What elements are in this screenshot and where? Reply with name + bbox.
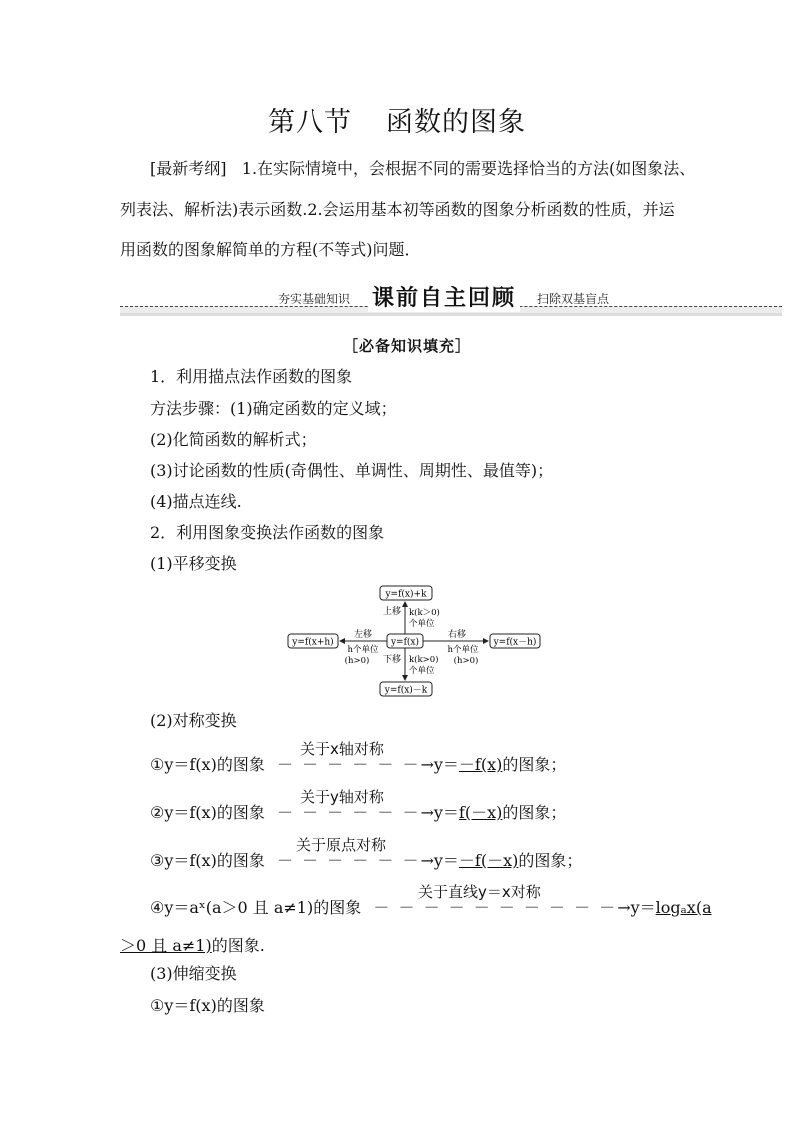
down-cond: k(k>0) [409, 655, 439, 665]
sym-2-dashed-arrow: － － － － － － [269, 803, 421, 822]
sym-2-answer: f(－x) [458, 803, 503, 822]
banner-right-text: 扫除双基盲点 [537, 292, 610, 306]
up-cond: k(k＞0) [409, 608, 440, 618]
sym-4-over: 关于直线y＝x对称 [418, 883, 541, 901]
sym-1-answer: －f(x) [458, 755, 503, 774]
left-unit: h个单位 [347, 645, 379, 655]
left-cond: (h>0) [344, 656, 370, 666]
translation-diagram [285, 582, 543, 700]
banner-left-text: 夯实基础知识 [278, 292, 351, 306]
sym-3-dashed-arrow: － － － － － － [269, 851, 421, 870]
banner-shadow [120, 313, 782, 316]
right-unit: h个单位 [447, 645, 479, 655]
scale-item-1: ①y＝f(x)的图象 [150, 996, 265, 1015]
step-3: (3)讨论函数的性质(奇偶性、单调性、周期性、最值等)； [150, 461, 554, 480]
sym-4-dashed-arrow: － － － － － － － － － － [366, 898, 618, 917]
box-center-label: y=f(x) [390, 637, 420, 648]
sym-row-4-cont: ＞0 且 a≠1)的图象. [120, 936, 265, 955]
right-label: 右移 [447, 630, 467, 640]
section-title: ［必备知识填充］ [343, 337, 472, 355]
box-right-label: y=f(x－h) [493, 637, 537, 648]
heading-1: 1．利用描点法作函数的图象 [150, 367, 353, 386]
right-cond: (h>0) [453, 656, 479, 666]
symmetry-title: (2)对称变换 [150, 711, 237, 730]
step-1: 方法步骤：(1)确定函数的定义域； [150, 399, 397, 418]
page-title [0, 100, 794, 139]
outline-line-3: 用函数的图象解简单的方程(不等式)问题． [120, 240, 421, 259]
sym-row-2: ②y＝f(x)的图象 － － － － － －→y＝f(－x)的图象； [150, 803, 567, 822]
outline-line-1: [最新考纲] 1.在实际情境中，会根据不同的需要选择恰当的方法(如图象法、 [150, 159, 696, 178]
step-2: (2)化简函数的解析式； [150, 430, 317, 449]
translate-title: (1)平移变换 [150, 554, 237, 573]
down-label: 下移 [382, 655, 402, 665]
title-section-number: 第八节 [268, 107, 352, 138]
sym-row-1: ①y＝f(x)的图象 － － － － － －→y＝－f(x)的图象； [150, 755, 567, 774]
box-left-label: y=f(x+h) [292, 637, 334, 648]
down-unit: 个单位 [409, 666, 435, 676]
box-top-label: y=f(x)+k [385, 589, 427, 600]
title-topic: 函数的图象 [386, 107, 526, 138]
sym-4-answer: logₐx(a [655, 898, 712, 917]
scale-title: (3)伸缩变换 [150, 964, 237, 983]
left-label: 左移 [353, 630, 373, 640]
up-unit: 个单位 [409, 619, 435, 629]
sym-4-answer-cont: ＞0 且 a≠1) [120, 936, 212, 955]
up-label: 上移 [382, 607, 402, 617]
sym-2-over: 关于y轴对称 [300, 788, 384, 806]
banner-title: 课前自主回顾 [368, 281, 520, 312]
sym-row-4: ④y＝aˣ(a＞0 且 a≠1)的图象 － － － － － － － － － －→y＝logₐx(a [150, 898, 712, 917]
outline-line-2: 列表法、解析法)表示函数.2.会运用基本初等函数的图象分析函数的性质，并运 [120, 200, 675, 219]
step-4: (4)描点连线. [150, 492, 242, 511]
sym-1-dashed-arrow: － － － － － － [269, 755, 421, 774]
sym-1-over: 关于x轴对称 [300, 740, 384, 758]
heading-2: 2．利用图象变换法作函数的图象 [150, 523, 385, 542]
box-bottom-label: y=f(x)－k [384, 685, 428, 696]
sym-3-answer: －f(－x) [458, 851, 519, 870]
sym-row-3: ③y＝f(x)的图象 － － － － － －→y＝－f(－x)的图象； [150, 851, 583, 870]
outline-tag: [最新考纲] [150, 159, 227, 178]
sym-3-over: 关于原点对称 [296, 836, 387, 854]
